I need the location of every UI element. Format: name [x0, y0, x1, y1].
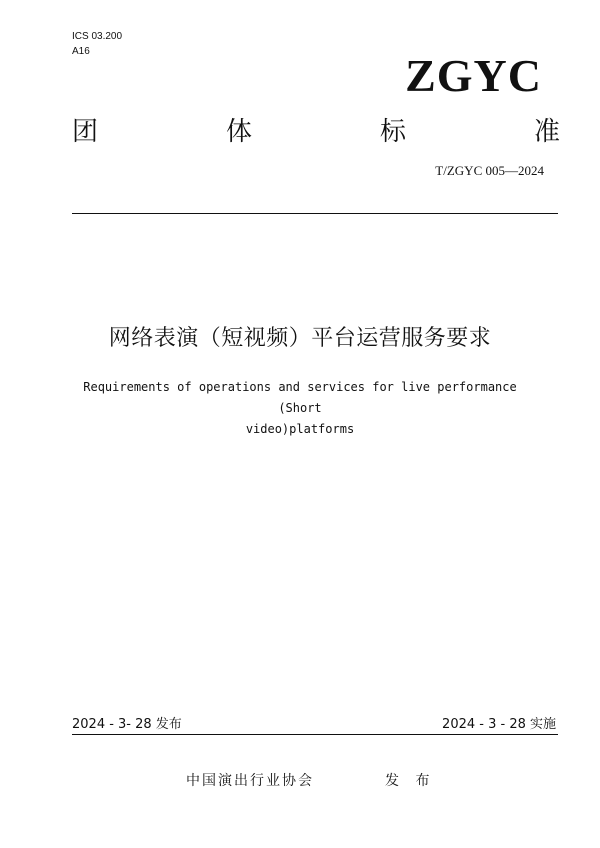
ics-code: ICS 03.200 [72, 31, 123, 42]
standard-type-char: 体 [225, 117, 252, 147]
publish-date: 2024 - 3- 28 发布 [72, 717, 182, 732]
standard-type-char: 团 [72, 117, 99, 147]
bottom-divider [72, 734, 558, 735]
issue-label: 发 布 [385, 773, 436, 789]
classification-code: A16 [72, 46, 90, 57]
standard-type-char: 准 [533, 117, 560, 147]
english-title-line-1: Requirements of operations and services for live performance (Short [83, 380, 517, 415]
top-divider [72, 213, 558, 214]
standard-number: T/ZGYC 005—2024 [435, 163, 544, 178]
brand-logo-text: ZGYC [405, 50, 542, 101]
english-title-line-2: video)platforms [245, 422, 355, 436]
issuing-organization: 中国演出行业协会 [186, 773, 314, 789]
document-title-english [60, 377, 540, 440]
standard-type-heading [72, 116, 560, 148]
document-title-chinese: 网络表演（短视频）平台运营服务要求 [108, 326, 492, 351]
standard-type-char: 标 [379, 117, 406, 147]
implement-date: 2024 - 3 - 28 实施 [442, 717, 556, 732]
